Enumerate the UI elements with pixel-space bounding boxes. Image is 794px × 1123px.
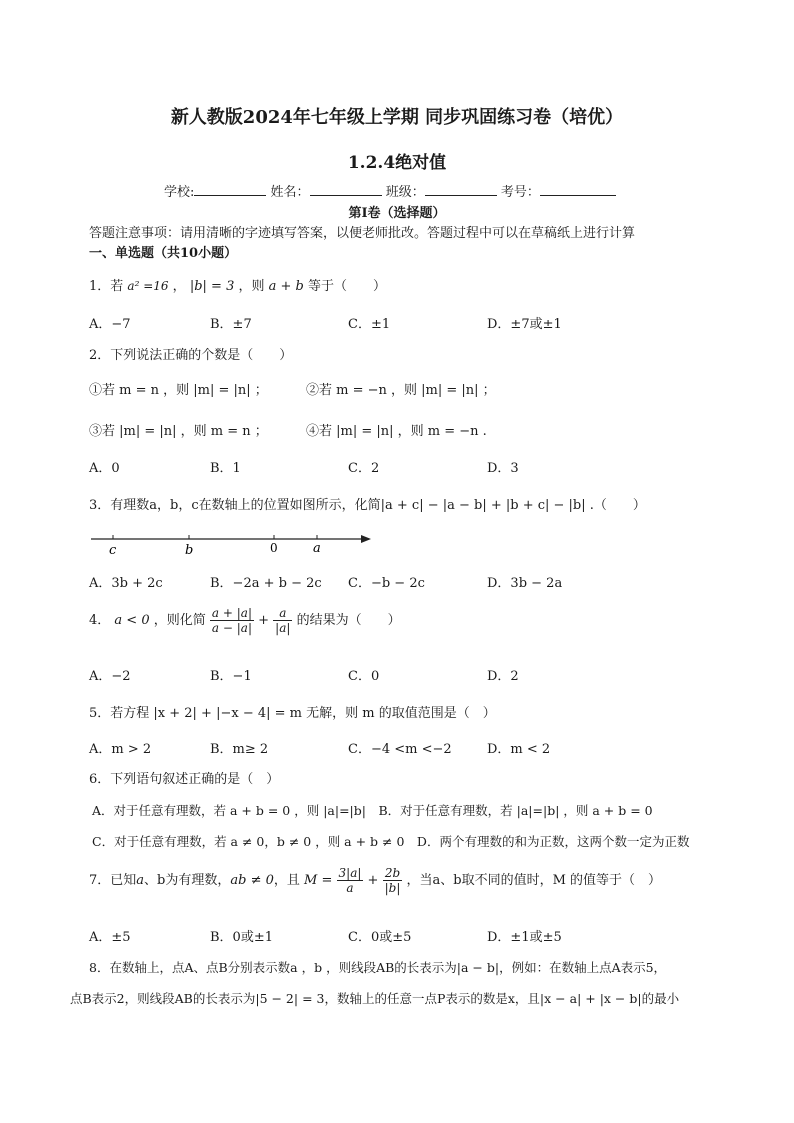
q7-f1-denominator: a [346, 881, 354, 895]
q2-statement-2: ②若 m = −n ，则 |m| = |n| ； [306, 383, 496, 398]
q4-f1-denominator: a − |a| [211, 621, 252, 635]
q2-option-c[interactable]: C．2 [348, 461, 380, 476]
q7-var-a: a [136, 873, 145, 888]
q1-sep: ， [172, 279, 186, 294]
part-heading: 一、单选题（共10小题） [89, 246, 238, 261]
class-label: 班级： [385, 185, 425, 200]
page-title: 新人教版2024年七年级上学期 同步巩固练习卷（培优） [170, 107, 624, 128]
q1-option-d[interactable]: D．±7或±1 [487, 317, 562, 332]
name-label: 姓名： [270, 185, 310, 200]
q5-option-a[interactable]: A．m > 2 [89, 742, 152, 757]
q4-option-c[interactable]: C．0 [348, 669, 380, 684]
school-field[interactable] [194, 183, 266, 196]
exam-id-field[interactable] [540, 183, 616, 196]
question-6: 6．下列语句叙述正确的是（ ） [89, 772, 280, 787]
q4-prefix: 4． [89, 613, 111, 628]
q4-post: 的结果为（ ） [296, 613, 401, 628]
q6-options-line-1[interactable]: A．对于任意有理数，若 a + b = 0 ，则 |a|=|b| B．对于任意有理数，若 |a|=|b| ，则 a + b = 0 [92, 803, 653, 818]
q4-mid: ，则化简 [153, 613, 206, 628]
q4-option-a[interactable]: A．−2 [89, 669, 131, 684]
axis-label-b: b [185, 543, 194, 558]
q2-option-a[interactable]: A．0 [89, 461, 120, 476]
q7-f2-numerator: 2b [383, 866, 403, 881]
q5-option-b[interactable]: B．m≥ 2 [210, 742, 269, 757]
section-heading: 第Ⅰ卷（选择题） [348, 206, 446, 221]
question-8-line-2: 点B表示2，则线段AB的长表示为|5 − 2| = 3，数轴上的任意一点P表示的数是x，且|x − a| + |x − b|的最小 [70, 991, 680, 1006]
school-label: 学校: [164, 185, 195, 200]
question-7 [89, 866, 661, 895]
question-4 [89, 606, 401, 635]
exam-id-label: 考号： [500, 185, 540, 200]
q3-option-d[interactable]: D．3b − 2a [487, 576, 563, 591]
number-line-figure [89, 525, 379, 561]
q7-option-a[interactable]: A．±5 [89, 930, 131, 945]
answer-notice: 答题注意事项：请用清晰的字迹填写答案，以便老师批改。答题过程中可以在草稿纸上进行计算 [89, 226, 636, 241]
q7-mid2: ，且 [273, 873, 300, 888]
q4-plus: + [258, 613, 270, 628]
question-3: 3．有理数a，b，c在数轴上的位置如图所示，化简|a + c| − |a − b| + |b + c| − |b| .（ ） [89, 498, 646, 513]
axis-label-a: a [313, 541, 321, 556]
q7-f2-denominator: |b| [384, 881, 401, 895]
axis-label-c: c [109, 543, 117, 558]
q7-mid1: 、b为有理数， [144, 873, 231, 888]
q1-prefix: 1．若 [89, 279, 124, 294]
question-8-line-1: 8．在数轴上，点A、点B分别表示数a ，b ，则线段AB的长表示为|a − b|，例如：在数轴上点A表示5， [89, 960, 667, 975]
q7-option-c[interactable]: C．0或±5 [348, 930, 412, 945]
q1-expr-b: |b| = 3 [189, 279, 235, 294]
question-5: 5．若方程 |x + 2| + |−x − 4| = m 无解，则 m 的取值范围是（ ） [89, 706, 496, 721]
q1-tail2: 等于（ ） [308, 279, 387, 294]
q1-option-b[interactable]: B．±7 [210, 317, 252, 332]
q5-option-d[interactable]: D．m < 2 [487, 742, 551, 757]
q3-option-b[interactable]: B．−2a + b − 2c [210, 576, 322, 591]
axis-label-zero: 0 [270, 541, 278, 555]
q2-statement-1: ①若 m = n ，则 |m| = |n| ； [89, 383, 268, 398]
q4-f1-numerator: a + |a| [211, 606, 252, 620]
q5-option-c[interactable]: C．−4 <m <−2 [348, 742, 452, 757]
question-2: 2．下列说法正确的个数是（ ） [89, 348, 293, 363]
q7-prefix: 7．已知 [89, 873, 137, 888]
class-field[interactable] [425, 183, 497, 196]
q2-statement-4: ④若 |m| = |n| ，则 m = −n . [306, 424, 487, 439]
q7-condition: ab ≠ 0 [230, 873, 274, 888]
q2-option-b[interactable]: B．1 [210, 461, 241, 476]
q7-plus: + [367, 873, 379, 888]
q2-option-d[interactable]: D．3 [487, 461, 519, 476]
q4-option-d[interactable]: D．2 [487, 669, 519, 684]
q1-expr-a: a² =16 [127, 279, 169, 293]
q4-f2-denominator: |a| [275, 621, 291, 635]
lesson-title: 1.2.4绝对值 [347, 153, 447, 173]
name-field[interactable] [310, 183, 382, 196]
info-fields [164, 181, 616, 200]
q7-fraction-2 [383, 866, 403, 895]
q7-option-b[interactable]: B．0或±1 [210, 930, 273, 945]
q7-f1-numerator: 3|a| [338, 866, 362, 880]
q4-option-b[interactable]: B．−1 [210, 669, 252, 684]
q4-fraction-2 [273, 606, 292, 635]
q1-expr-sum: a + b [268, 279, 304, 294]
q1-option-a[interactable]: A．−7 [89, 317, 131, 332]
q3-option-c[interactable]: C．−b − 2c [348, 576, 425, 591]
q2-statement-3: ③若 |m| = |n| ，则 m = n ； [89, 424, 268, 439]
arrow-head-icon [361, 535, 371, 543]
q1-option-c[interactable]: C．±1 [348, 317, 391, 332]
q1-tail: ，则 [238, 279, 265, 294]
question-1 [89, 275, 386, 294]
q7-fraction-1 [337, 866, 364, 895]
q7-post: ，当a、b取不同的值时，M 的值等于（ ） [406, 873, 662, 888]
q4-condition: a < 0 [114, 613, 150, 628]
q4-fraction-1 [210, 606, 254, 635]
q4-f2-numerator: a [273, 606, 292, 621]
q7-option-d[interactable]: D．±1或±5 [487, 930, 562, 945]
q6-options-line-2[interactable]: C．对于任意有理数，若 a ≠ 0，b ≠ 0 ，则 a + b ≠ 0 D．两个有理数的和为正数，这两个数一定为正数 [92, 834, 690, 849]
q7-M: M = [304, 873, 333, 888]
q3-option-a[interactable]: A．3b + 2c [89, 576, 163, 591]
